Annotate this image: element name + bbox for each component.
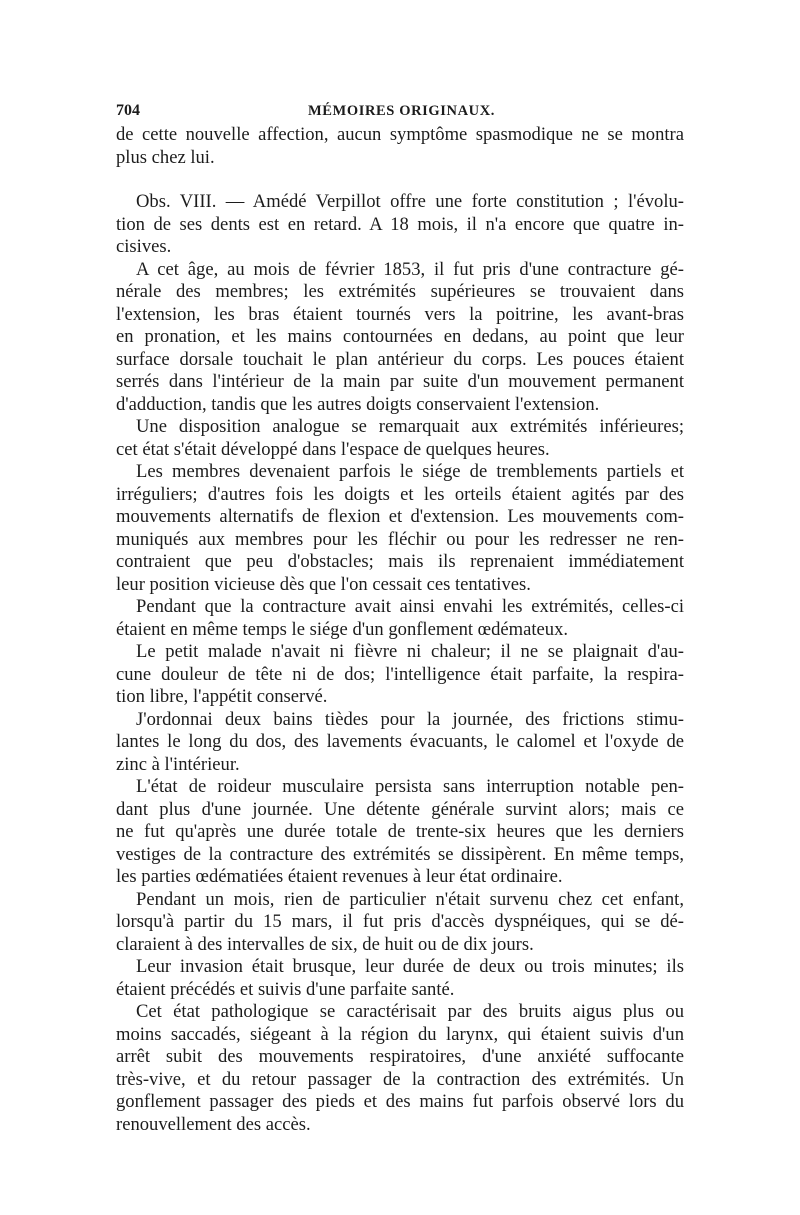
text-line: leur position vicieuse dès que l'on cessait ces tentatives. xyxy=(116,573,531,595)
text-line: cisives. xyxy=(116,236,172,257)
text-line: Le petit malade n'avait ni fièvre ni chaleur; il ne se plaignait d'au- xyxy=(136,641,684,662)
book-page xyxy=(116,98,684,1136)
text-line: cune douleur de tête ni de dos; l'intelligence était parfaite, la respira- xyxy=(116,663,684,685)
running-head: MÉMOIRES ORIGINAUX. xyxy=(308,103,496,119)
text-line: vestiges de la contracture des extrémités se dissipèrent. En même temps, xyxy=(116,843,684,865)
text-line: J'ordonnai deux bains tièdes pour la journée, des frictions stimu- xyxy=(136,708,684,730)
text-line: très-vive, et du retour passager de la contraction des extrémités. Un xyxy=(116,1068,684,1090)
text-line: étaient précédés et suivis d'une parfaite santé. xyxy=(116,978,455,1000)
text-line: Obs. VIII. — Amédé Verpillot offre une forte constitution ; l'évolu- xyxy=(136,191,684,212)
text-line: arrêt subit des mouvements respiratoires, d'une anxiété suffocante xyxy=(116,1046,684,1067)
text-line: étaient en même temps le siége d'un gonflement œdémateux. xyxy=(116,618,569,640)
text-line: A cet âge, au mois de février 1853, il fut pris d'une contracture gé- xyxy=(136,258,684,280)
text-line: Pendant que la contracture avait ainsi envahi les extrémités, celles-ci xyxy=(136,596,684,617)
paragraph xyxy=(116,709,684,777)
text-line: les parties œdématiées étaient revenues à leur état ordinaire. xyxy=(116,866,563,887)
text-line: muniqués aux membres pour les fléchir ou pour les redresser ne ren- xyxy=(116,528,684,550)
text-line: mouvements alternatifs de flexion et d'extension. Les mouvements com- xyxy=(116,506,684,527)
text-line: de cette nouvelle affection, aucun symptôme spasmodique ne se montra xyxy=(116,124,684,145)
page-number: 704 xyxy=(116,102,140,119)
paragraph xyxy=(116,956,684,1001)
text-line: irréguliers; d'autres fois les doigts et les orteils étaient agités par des xyxy=(116,483,684,505)
text-line: lantes le long du dos, des lavements évacuants, le calomel et l'oxyde de xyxy=(116,731,684,752)
text-line: surface dorsale touchait le plan antérieur du corps. Les pouces étaient xyxy=(116,348,684,370)
paragraph xyxy=(116,461,684,596)
text-line: cet état s'était développé dans l'espace de quelques heures. xyxy=(116,438,550,460)
paragraph xyxy=(116,641,684,709)
paragraph xyxy=(116,191,684,259)
text-line: nérale des membres; les extrémités supérieures se trouvaient dans xyxy=(116,281,684,302)
text-line: renouvellement des accès. xyxy=(116,1113,311,1135)
text-line: en pronation, et les mains contournées en dedans, au point que leur xyxy=(116,326,684,347)
text-line: serrés dans l'intérieur de la main par suite d'un mouvement permanent xyxy=(116,371,684,392)
page-header xyxy=(116,98,684,124)
text-line: moins saccadés, siégeant à la région du larynx, qui étaient suivis d'un xyxy=(116,1023,684,1045)
text-line: zinc à l'intérieur. xyxy=(116,753,240,775)
text-line: contraient que peu d'obstacles; mais ils reprenaient immédiatement xyxy=(116,551,684,572)
text-line: claraient à des intervalles de six, de huit ou de dix jours. xyxy=(116,933,534,955)
paragraph xyxy=(116,889,684,957)
paragraph xyxy=(116,124,684,169)
text-line: dant plus d'une journée. Une détente générale survint alors; mais ce xyxy=(116,798,684,820)
text-line: l'extension, les bras étaient tournés vers la poitrine, les avant-bras xyxy=(116,303,684,325)
text-line: lorsqu'à partir du 15 mars, il fut pris d'accès dyspnéiques, qui se dé- xyxy=(116,911,684,932)
text-line: plus chez lui. xyxy=(116,146,215,168)
paragraph xyxy=(116,596,684,641)
text-line: ne fut qu'après une durée totale de trente-six heures que les derniers xyxy=(116,821,684,842)
text-line: Leur invasion était brusque, leur durée de deux ou trois minutes; ils xyxy=(136,956,684,977)
text-line: Cet état pathologique se caractérisait par des bruits aigus plus ou xyxy=(136,1001,684,1022)
text-line: gonflement passager des pieds et des mains fut parfois observé lors du xyxy=(116,1091,684,1112)
text-line: L'état de roideur musculaire persista sans interruption notable pen- xyxy=(136,776,684,797)
paragraph xyxy=(116,259,684,417)
text-line: Les membres devenaient parfois le siége de tremblements partiels et xyxy=(136,461,684,482)
text-line: tion de ses dents est en retard. A 18 mois, il n'a encore que quatre in- xyxy=(116,213,684,235)
text-line: Pendant un mois, rien de particulier n'était survenu chez cet enfant, xyxy=(136,888,684,910)
paragraph xyxy=(116,1001,684,1136)
text-line: tion libre, l'appétit conservé. xyxy=(116,686,328,707)
paragraph xyxy=(116,776,684,889)
body-text xyxy=(116,124,684,1136)
text-line: d'adduction, tandis que les autres doigts conservaient l'extension. xyxy=(116,393,600,415)
text-line: Une disposition analogue se remarquait aux extrémités inférieures; xyxy=(136,416,684,437)
paragraph xyxy=(116,416,684,461)
